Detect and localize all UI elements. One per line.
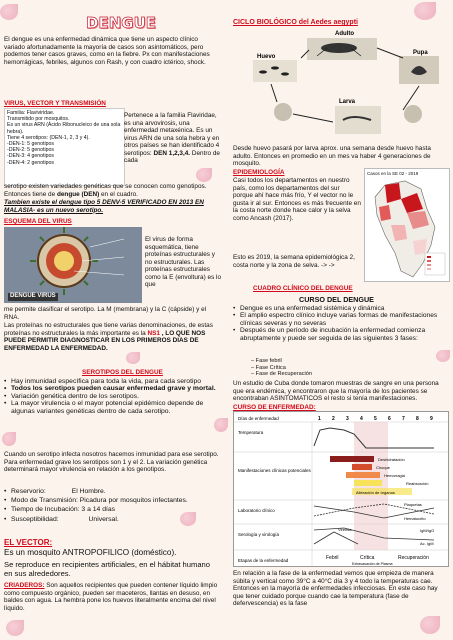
serotipos-paragraph: Cuando un serotipo infecta nosotros hacemos inmunidad para ese serotipo. Para enfermedad grave los serotipos son 1 y el 2. La variación genética determinará mayor virulencia en relación a los genotipos. (4, 451, 219, 473)
virus-heading: VIRUS, VECTOR Y TRANSMISIÓN (4, 100, 106, 107)
serotype-item: -DEN-4: 2 genotipos (7, 159, 54, 166)
intro-paragraph: El dengue es una enfermedad dinámica que tiene un aspecto clínico variado afortunadamente la mayoría de casos son asintomáticos, pero podemos tener casos graves, como en la fiebre. Px con manifestaciones hemorrágicas, febriles, algunos con Rash, y con cuadro ictérico, shock. (4, 36, 210, 66)
stage-label: Huevo (257, 54, 276, 60)
days-label: Días de enfermedad (238, 416, 279, 421)
svg-text:2: 2 (332, 416, 335, 422)
disease-course-graph (233, 411, 449, 567)
stage-label: Larva (339, 99, 356, 105)
svg-text:Etapas de la enfermedad: Etapas de la enfermedad (238, 558, 289, 563)
arn-text: Es un virus ARN (Ácido Ribonucleico de una sola hebra). (7, 122, 121, 135)
serotype-paragraph: serotipo existen variedades genéticas que se conocen como genotipos. Entonces tiene de dengue (DEN) en el cuadro. (4, 183, 207, 198)
graph-note: Plaquetas (404, 502, 422, 507)
serotipo-bullet: • Todos los serotipos pueden causar enfermedad grave y mortal. (4, 385, 220, 392)
graph-note: Hemorragia (384, 473, 405, 478)
svg-text:3: 3 (346, 416, 349, 422)
esquema-heading: ESQUEMA DEL VIRUS (4, 218, 72, 225)
serotipo-bullet: • Hay inmunidad específica para toda la vida, para cada serotipo (4, 378, 220, 385)
fases-list (251, 358, 312, 378)
serotypes-title: Tiene 4 serotipos: (DEN-1, 2, 3 y 4). (7, 134, 90, 141)
virus-side-text: Pertenece a la familia Flaviridae, es una arvovirosis, una enfermedad metaxénica. Es un virus ARN de una sola hebra y en otros países se han identificado 4 serotipos: DEN 1,2,3,4. Dentro de cada (124, 112, 220, 164)
curso-bullet: • Dengue es una enfermedad sistémica y dinámica (233, 305, 447, 312)
curso-enfermedad-heading: CURSO DE ENFERMEDAD: (233, 404, 316, 411)
phase-subtitle: Extravasación de Plasma (352, 562, 393, 566)
ciclo-heading: CICLO BIOLÓGICO del Aedes aegypti (233, 19, 358, 26)
epidemiologia-paragraph: Casi todos los departamentos en nuestro país, como los departamentos del sur porque ahí hace más frío, Y el vector no le gusta ir al sur. Entonces es más frecuente en la costa norte donde hace calor y la selva como Ancash (2017). (233, 177, 361, 222)
svg-text:5: 5 (374, 416, 377, 422)
cuadro-heading: CUADRO CLÍNICO DEL DENGUE (253, 285, 353, 292)
svg-text:9: 9 (430, 416, 433, 422)
left-column (4, 0, 223, 640)
dengue-virus-label: DENGUE VIRUS (10, 293, 56, 299)
svg-text:Laboratorio clínico: Laboratorio clínico (238, 508, 275, 513)
ciclo-paragraph: Desde huevo pasará por larva aprox. una semana desde huevo hasta adulto. Entonces en promedio en un mes va haber 4 generaciones de mosquito. (233, 145, 431, 167)
serotype-item: -DEN-3: 4 genotipos (7, 153, 54, 160)
virus-diagram (4, 227, 142, 303)
map-title: Casos en la SE 02 - 2019 (367, 171, 419, 176)
graph-note: Reabsorción (406, 481, 429, 486)
denv5-note: Tambien existe el dengue tipo 5 DENV-5 VERIFICADO EN 2013 EN MALASIA- es un nuevo serotipo. (4, 199, 204, 214)
fase-item: – Fase febril (251, 358, 282, 364)
stage-label: Adulto (335, 31, 354, 37)
svg-text:Manifestaciones clínicas poten: Manifestaciones clínicas potenciales (238, 468, 311, 473)
graph-note: IgM/IgG (420, 528, 435, 533)
life-cycle-svg (253, 28, 443, 144)
fact-item: • Tiempo de Incubación: 3 a 14 días (4, 505, 220, 514)
serotipos-heading: SEROTIPOS DEL DENGUE (82, 369, 163, 376)
right-column (233, 0, 449, 640)
life-cycle-diagram (253, 28, 443, 144)
vector-sub: Se reproduce en recipientes artificiales, en el hábitat humano en sus alrededores. (4, 560, 210, 579)
criaderos-paragraph: CRIADEROS: Son aquellos recipientes que pueden contener líquido limpio como compuesto orgánico, pueden ser maceteros, llantas en desuso, en baldes con agua. La hembra pone los huevos literalmente encima del nivel líquido. (4, 582, 218, 612)
transmit-text: Transmitido por mosquitos. (7, 116, 70, 123)
graph-note: Choque (376, 465, 391, 470)
virus-info-box (4, 108, 125, 186)
day-ticks (318, 416, 433, 422)
fact-item: • Susceptibilidad: Universal. (4, 515, 220, 524)
ns1-paragraph: Las proteínas no estructurales que tiene varias denominaciones, de estas proteínas no estructurales la más importante es la NS1 , LO QUE NOS PUEDE PERMITIR DIAGNOSTICAR EN LOS PRIMEROS DIAS DE ENFERMEDAD LA ENFERMEDAD. (4, 322, 213, 352)
disease-course-svg (234, 412, 448, 566)
graph-note: Hematocrito (404, 516, 426, 521)
peru-map (364, 168, 450, 282)
phase-labels (326, 555, 429, 561)
serotipo-bullet: • La mayor virulencia o el mayor potencial epidémico depende de algunas variantes genéticas dentro de cada serotipo. (4, 400, 220, 415)
svg-text:Temperatura: Temperatura (238, 430, 264, 435)
graph-note: Viremia (338, 527, 352, 532)
family-text: Familia: Flaviviridae. (7, 110, 55, 116)
vector-heading: EL VECTOR: (4, 538, 53, 547)
page-title: DENGUE (86, 14, 156, 32)
curso-title: CURSO DEL DENGUE (299, 295, 374, 304)
facts-list (4, 487, 220, 524)
vector-line: Es un mosquito ANTROPOFILICO (doméstico). (4, 548, 177, 557)
bottom-paragraph: En relación a la fase de la enfermedad vemos que empieza de manera súbita y vertical como 39°C a 40°C día 3 y 4 todo la temperaturas cae. Entonces en la mayoría de enfermedades infecciosas. En este caso hay que tener cuidado porque cuando cae la temperatura (fase de defervescencia) es la fase (233, 570, 438, 607)
curso-paragraph: Un estudio de Cuba donde tomaron muestras de sangre en una persona que era endémica, y encontraron que la mayoría de los pacientes se encontraban ASINTOMATICOS el resto si tenía manifestaciones. (233, 380, 439, 402)
fact-item: • Reservorio: El Hombre. (4, 487, 220, 496)
virus-diagram-svg (4, 227, 142, 303)
fact-item: • Modo de Transmisión: Picadura por mosquitos infectantes. (4, 496, 220, 505)
serotipo-bullet: • Variación genética dentro de los serotipos. (4, 393, 220, 400)
svg-text:Crítica: Crítica (360, 555, 375, 561)
serotype-item: -DEN-2: 5 genotipos (7, 147, 54, 154)
svg-text:Febril: Febril (326, 555, 339, 561)
peru-map-svg (365, 179, 449, 283)
row-labels (238, 430, 312, 563)
graph-note: Alteración de órganos (356, 490, 395, 495)
svg-text:Recuperación: Recuperación (398, 555, 429, 561)
fase-item: – Fase de Recuperación (251, 371, 312, 378)
epidemiologia-paragraph-2: Esto es 2019, la semana epidemiológica 2, costa norte y la zona de selva. -> -> (233, 254, 355, 269)
serotype-item: -DEN-1: 5 genotipos (7, 141, 54, 148)
svg-text:Serología y virología: Serología y virología (238, 532, 280, 537)
esquema-paragraph: me permite clasificar el serotipo. La M (membrana) y la C (cápside) y el RNA. (4, 306, 207, 321)
svg-text:4: 4 (360, 416, 363, 422)
svg-text:7: 7 (402, 416, 405, 422)
epidemiologia-heading: EPIDEMIOLOGÍA (233, 169, 285, 176)
curso-bullet: • Después de un período de incubación la enfermedad comienza abruptamente y puede ser seguida de las siguientes 3 fases: (233, 327, 447, 342)
esquema-side-text: El virus de forma esquemática, tiene proteínas estructurales y no estructurales. Las proteínas estructurales como la E (envoltura) es lo que (145, 236, 222, 288)
serotipos-list (4, 378, 220, 415)
graph-note: Ac. IgM (420, 541, 434, 546)
svg-text:1: 1 (318, 416, 321, 422)
curso-list (233, 305, 447, 342)
svg-text:6: 6 (388, 416, 391, 422)
curso-bullet: • El amplio espectro clínico incluye varias formas de manifestaciones clínicas severas y no severas (233, 312, 447, 327)
fase-item: – Fase Crítica (251, 364, 286, 371)
stage-label: Pupa (413, 50, 428, 56)
svg-text:8: 8 (416, 416, 419, 422)
graph-note: Deshidratación (378, 457, 405, 462)
